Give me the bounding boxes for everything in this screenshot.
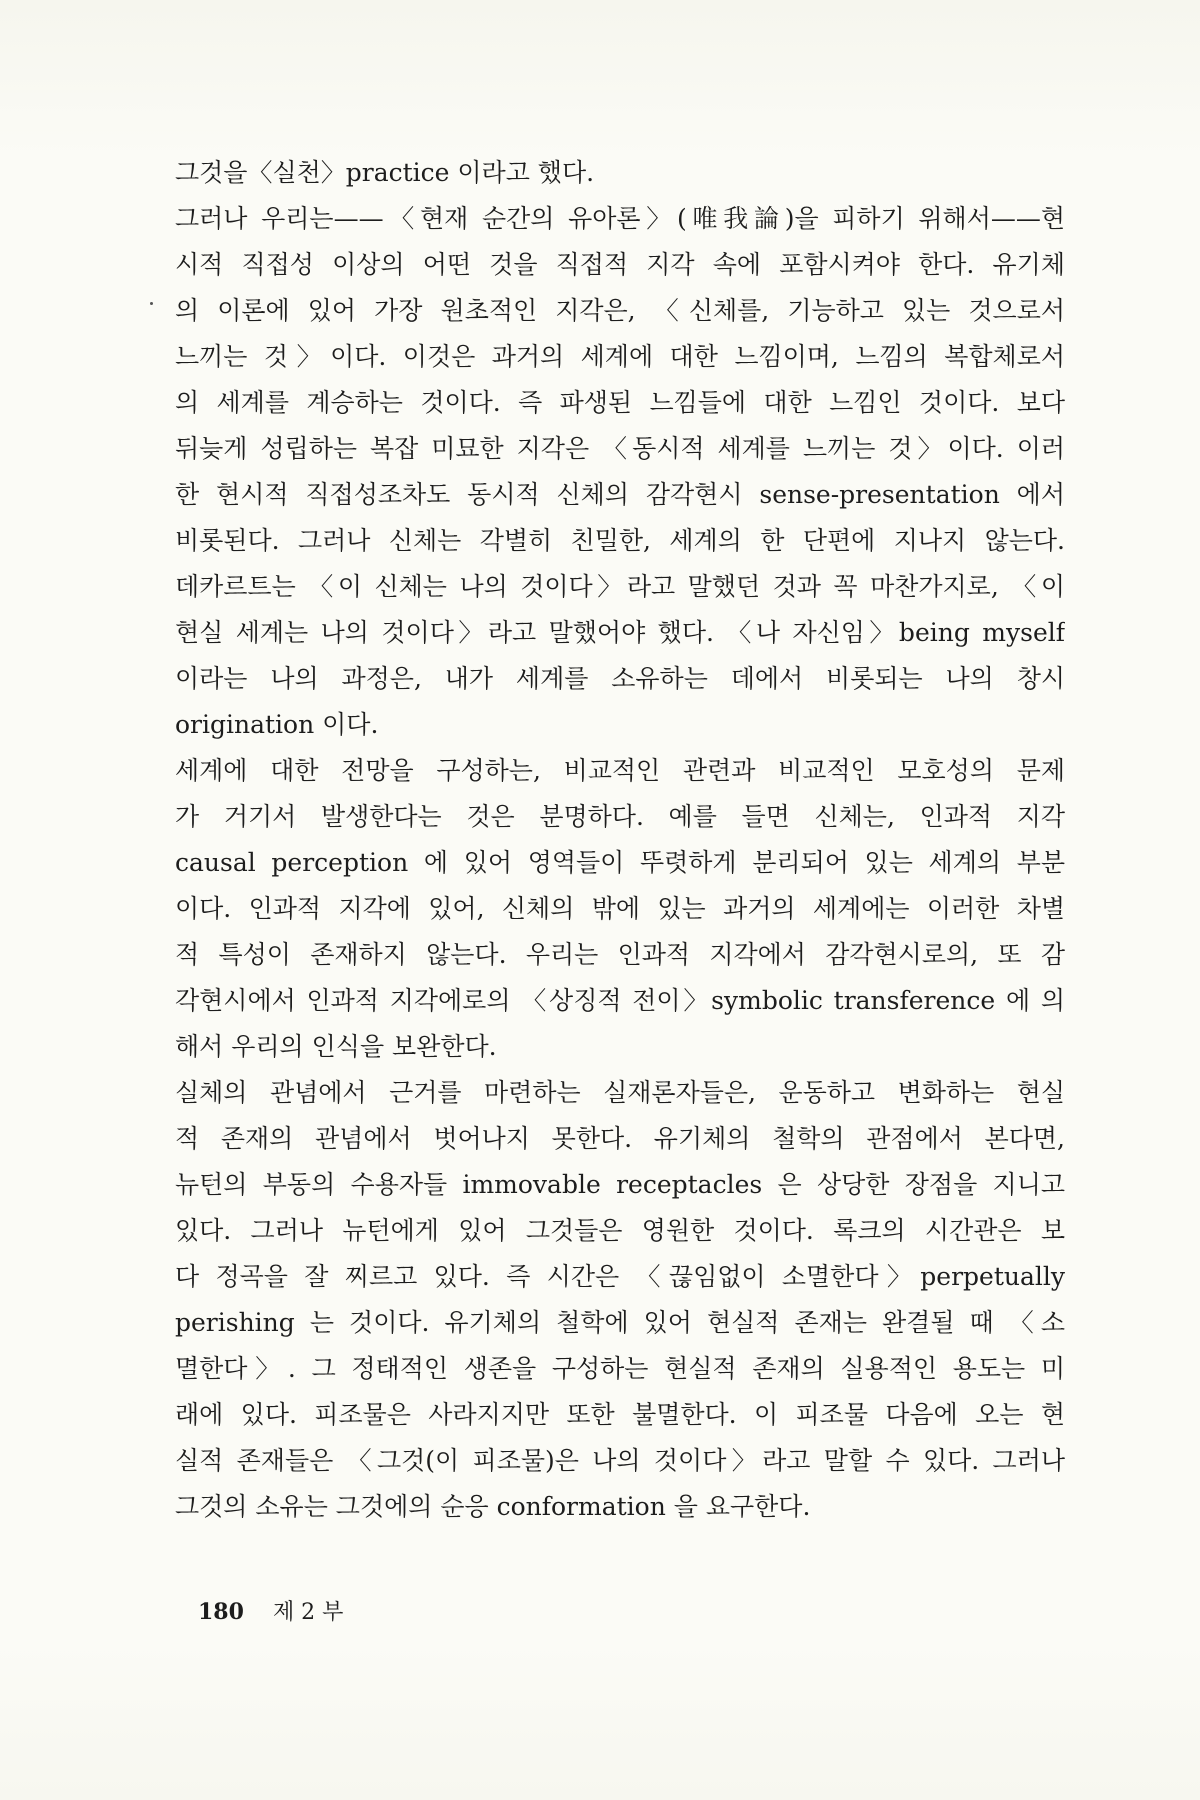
margin-dot (150, 302, 153, 305)
text-line: 래에 있다. 피조물은 사라지지만 또한 불멸한다. 이 피조물 다음에 오는 현 (175, 1400, 1065, 1429)
page-number: 180 (198, 1599, 244, 1625)
text-line: 뒤늦게 성립하는 복잡 미묘한 지각은 〈동시적 세계를 느끼는 것〉이다. 이러 (175, 434, 1065, 463)
text-line: 해서 우리의 인식을 보완한다. (175, 1032, 497, 1061)
text-line: 적 존재의 관념에서 벗어나지 못한다. 유기체의 철학의 관점에서 본다면, (175, 1124, 1065, 1153)
text-line: 데카르트는 〈이 신체는 나의 것이다〉라고 말했던 것과 꼭 마찬가지로, 〈이 (175, 572, 1065, 601)
text-line: 가 거기서 발생한다는 것은 분명하다. 예를 들면 신체는, 인과적 지각 (175, 802, 1065, 831)
text-line: 한 현시적 직접성조차도 동시적 신체의 감각현시 sense-presentation 에서 (175, 480, 1065, 509)
text-line: 있다. 그러나 뉴턴에게 있어 그것들은 영원한 것이다. 록크의 시간관은 보 (175, 1216, 1065, 1245)
text-line: 느끼는 것〉이다. 이것은 과거의 세계에 대한 느낌이며, 느낌의 복합체로서 (175, 342, 1065, 371)
text-line: 비롯된다. 그러나 신체는 각별히 친밀한, 세계의 한 단편에 지나지 않는다. (175, 526, 1065, 555)
text-line: 각현시에서 인과적 지각에로의 〈상징적 전이〉symbolic transference 에 의 (175, 986, 1065, 1015)
text-line: causal perception 에 있어 영역들이 뚜렷하게 분리되어 있는 세계의 부분 (175, 848, 1065, 877)
text-line: 적 특성이 존재하지 않는다. 우리는 인과적 지각에서 감각현시로의, 또 감 (175, 940, 1065, 969)
text-line: 멸한다〉. 그 정태적인 생존을 구성하는 현실적 존재의 실용적인 용도는 미 (175, 1354, 1065, 1383)
text-line: 실적 존재들은 〈그것(이 피조물)은 나의 것이다〉라고 말할 수 있다. 그러나 (175, 1446, 1065, 1475)
text-line: 그것을〈실천〉practice 이라고 했다. (175, 158, 595, 187)
text-line: 시적 직접성 이상의 어떤 것을 직접적 지각 속에 포함시켜야 한다. 유기체 (175, 250, 1065, 279)
text-line: 뉴턴의 부동의 수용자들 immovable receptacles 은 상당한 장점을 지니고 (175, 1170, 1065, 1199)
text-line: 그것의 소유는 그것에의 순응 conformation 을 요구한다. (175, 1492, 811, 1521)
part-label: 제 2 부 (272, 1600, 344, 1625)
text-line: 의 세계를 계승하는 것이다. 즉 파생된 느낌들에 대한 느낌인 것이다. 보다 (175, 388, 1065, 417)
text-line: origination 이다. (175, 710, 379, 739)
text-line: 세계에 대한 전망을 구성하는, 비교적인 관련과 비교적인 모호성의 문제 (175, 756, 1065, 785)
text-line: 그러나 우리는——〈현재 순간의 유아론〉(唯我論)을 피하기 위해서——현 (175, 204, 1065, 233)
page-footer (198, 1595, 343, 1626)
text-line: 이다. 인과적 지각에 있어, 신체의 밖에 있는 과거의 세계에는 이러한 차별 (175, 894, 1065, 923)
text-line: 의 이론에 있어 가장 원초적인 지각은, 〈신체를, 기능하고 있는 것으로서 (175, 296, 1065, 325)
text-line: 이라는 나의 과정은, 내가 세계를 소유하는 데에서 비롯되는 나의 창시 (175, 664, 1065, 693)
text-line: 현실 세계는 나의 것이다〉라고 말했어야 했다. 〈나 자신임〉being myself (175, 618, 1065, 647)
body-text (175, 150, 1065, 1530)
text-line: perishing 는 것이다. 유기체의 철학에 있어 현실적 존재는 완결될 때 〈소 (175, 1308, 1065, 1337)
text-line: 다 정곡을 잘 찌르고 있다. 즉 시간은 〈끊임없이 소멸한다〉perpetually (175, 1262, 1065, 1291)
text-line: 실체의 관념에서 근거를 마련하는 실재론자들은, 운동하고 변화하는 현실 (175, 1078, 1065, 1107)
